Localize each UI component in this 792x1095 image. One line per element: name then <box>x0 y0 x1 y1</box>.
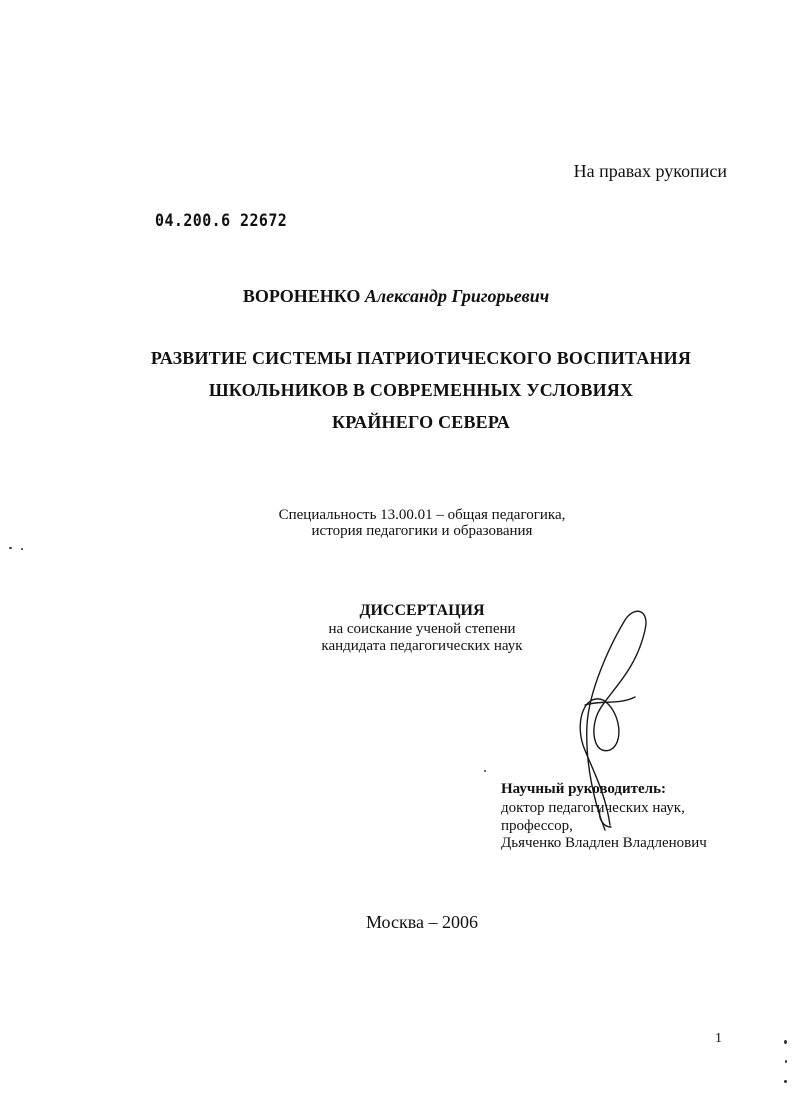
advisor-degree: доктор педагогических наук, <box>501 800 685 816</box>
author-given-names: Александр Григорьевич <box>364 286 550 306</box>
scan-speck <box>9 547 12 549</box>
author-surname: ВОРОНЕНКО <box>242 286 361 306</box>
registration-stamp: 04.200.6 22672 <box>155 211 288 231</box>
rights-note: На правах рукописи <box>573 161 727 181</box>
title-line-3: КРАЙНЕГО СЕВЕРА <box>332 412 510 432</box>
title-line-2: ШКОЛЬНИКОВ В СОВРЕМЕННЫХ УСЛОВИЯХ <box>208 380 634 400</box>
title-line-1: РАЗВИТИЕ СИСТЕМЫ ПАТРИОТИЧЕСКОГО ВОСПИТАНИЯ <box>150 348 692 368</box>
scan-speck <box>784 1080 787 1083</box>
scan-speck <box>785 1060 787 1063</box>
specialty-line-2: история педагогики и образования <box>311 523 533 539</box>
degree-line-1: на соискание ученой степени <box>328 621 516 637</box>
advisor-rank: профессор, <box>501 818 573 834</box>
city-year: Москва – 2006 <box>366 912 478 932</box>
dissertation-label: ДИССЕРТАЦИЯ <box>359 602 485 619</box>
page-number: 1 <box>715 1031 722 1046</box>
specialty-line-1: Специальность 13.00.01 – общая педагогика, <box>278 507 566 523</box>
scan-speck <box>784 1040 787 1044</box>
scan-speck <box>484 770 486 772</box>
author-name <box>0 286 792 307</box>
scan-speck <box>21 548 23 550</box>
advisor-name: Дьяченко Владлен Владленович <box>501 835 707 851</box>
degree-line-2: кандидата педагогических наук <box>321 638 523 654</box>
advisor-heading: Научный руководитель: <box>501 781 666 797</box>
